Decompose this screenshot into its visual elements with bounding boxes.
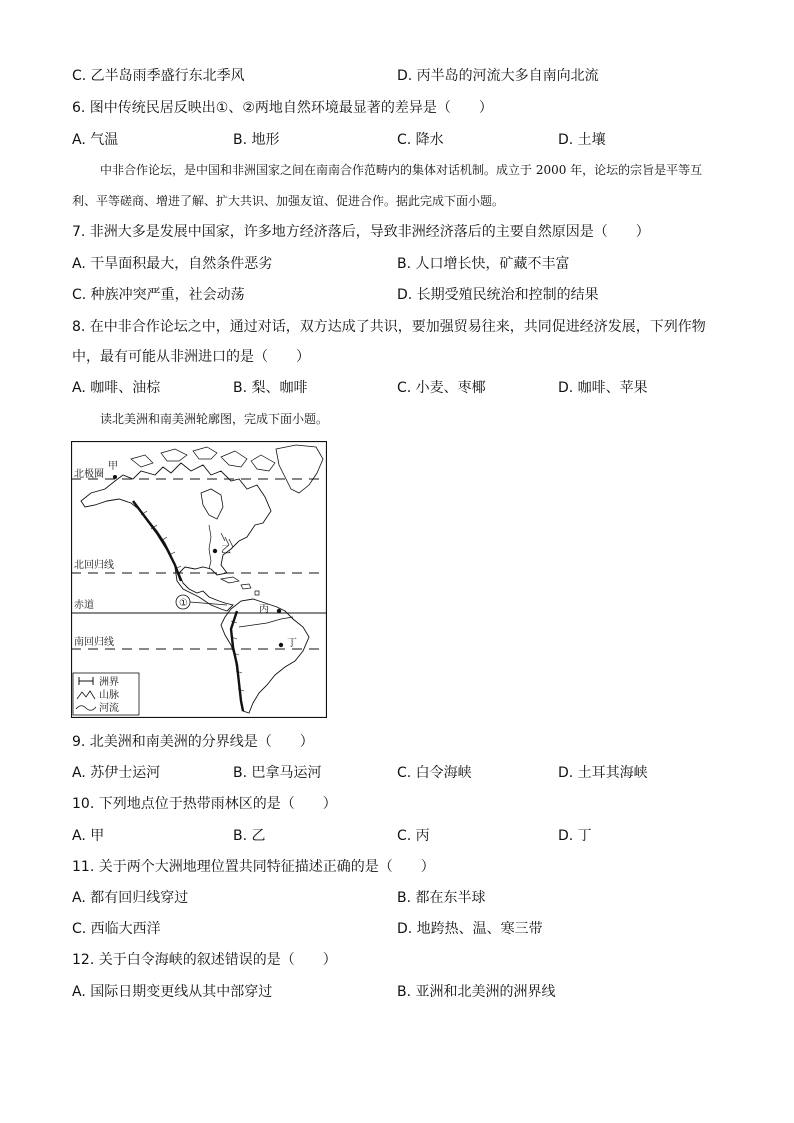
q12-option-a: A. 国际日期变更线从其中部穿过 [72, 984, 273, 1000]
q7-stem: 7. 非洲大多是发展中国家，许多地方经济落后，导致非洲经济落后的主要自然原因是（ ） [72, 224, 650, 240]
label-yi: 乙 [221, 545, 231, 556]
q6-option-b: B. 地形 [233, 132, 280, 148]
q7-option-d: D. 长期受殖民统治和控制的结果 [397, 287, 599, 303]
q11-option-c: C. 西临大西洋 [72, 921, 161, 937]
point-ding [279, 643, 283, 647]
q5-option-c: C. 乙半岛雨季盛行东北季风 [72, 68, 245, 84]
marker-1-label: ① [179, 598, 188, 609]
q8-option-d: D. 咖啡、苹果 [558, 380, 648, 396]
q8-option-b: B. 梨、咖啡 [233, 380, 308, 396]
label-jia: 甲 [108, 461, 118, 472]
q7-option-a: A. 干旱面积最大，自然条件恶劣 [72, 256, 273, 272]
tropic-of-capricorn-label: 南回归线 [74, 637, 114, 648]
point-bing [277, 609, 281, 613]
q6-option-a: A. 气温 [72, 132, 119, 148]
legend-boundary-label: 洲界 [99, 677, 119, 688]
q9-option-a: A. 苏伊士运河 [72, 765, 161, 781]
q11-stem: 11. 关于两个大洲地理位置共同特征描述正确的是（ ） [72, 859, 435, 875]
passage-forum: 中非合作论坛，是中国和非洲国家之间在南南合作范畴内的集体对话机制。成立于 2000 年，论坛的宗旨是平等互利、平等磋商、增进了解、扩大共识、加强友谊、促进合作。据此完成下面小题。 [72, 163, 703, 208]
tropic-of-cancer-label: 北回归线 [74, 560, 114, 571]
q12-option-b: B. 亚洲和北美洲的洲界线 [397, 984, 556, 1000]
point-jia [113, 475, 117, 479]
label-bing: 丙 [259, 604, 269, 615]
q5-option-d: D. 丙半岛的河流大多自南向北流 [397, 68, 599, 84]
q8-stem-line1: 8. 在中非合作论坛之中，通过对话，双方达成了共识，要加强贸易往来，共同促进经济发展，下列作物 [72, 319, 706, 335]
map-intro: 读北美洲和南美洲轮廓图，完成下面小题。 [100, 412, 329, 426]
label-ding: 丁 [287, 638, 297, 649]
q8-option-c: C. 小麦、枣椰 [397, 380, 486, 396]
equator-label: 赤道 [74, 600, 94, 611]
q9-option-b: B. 巴拿马运河 [233, 765, 322, 781]
q6-stem: 6. 图中传统民居反映出①、②两地自然环境最显著的差异是（ ） [72, 100, 493, 116]
legend-river-label: 河流 [99, 703, 119, 714]
q9-option-d: D. 土耳其海峡 [558, 765, 648, 781]
q10-option-b: B. 乙 [233, 828, 266, 844]
arctic-circle-label: 北极圈 [74, 469, 104, 480]
q7-option-c: C. 种族冲突严重，社会动荡 [72, 287, 245, 303]
q8-option-a: A. 咖啡、油棕 [72, 380, 161, 396]
q6-option-c: C. 降水 [397, 132, 444, 148]
q7-option-b: B. 人口增长快，矿藏不丰富 [397, 256, 570, 272]
americas-outline-map [71, 441, 327, 718]
q11-option-a: A. 都有回归线穿过 [72, 890, 189, 906]
q10-option-a: A. 甲 [72, 828, 105, 844]
legend-mountain-label: 山脉 [99, 690, 119, 701]
point-yi [213, 549, 217, 553]
q12-stem: 12. 关于白令海峡的叙述错误的是（ ） [72, 952, 337, 968]
q10-option-d: D. 丁 [558, 828, 592, 844]
q11-option-b: B. 都在东半球 [397, 890, 486, 906]
q8-stem-line2: 中，最有可能从非洲进口的是（ ） [72, 349, 310, 365]
q9-stem: 9. 北美洲和南美洲的分界线是（ ） [72, 734, 314, 750]
q9-option-c: C. 白令海峡 [397, 765, 472, 781]
q10-option-c: C. 丙 [397, 828, 430, 844]
q6-option-d: D. 土壤 [558, 132, 606, 148]
q11-option-d: D. 地跨热、温、寒三带 [397, 921, 543, 937]
q10-stem: 10. 下列地点位于热带雨林区的是（ ） [72, 796, 337, 812]
